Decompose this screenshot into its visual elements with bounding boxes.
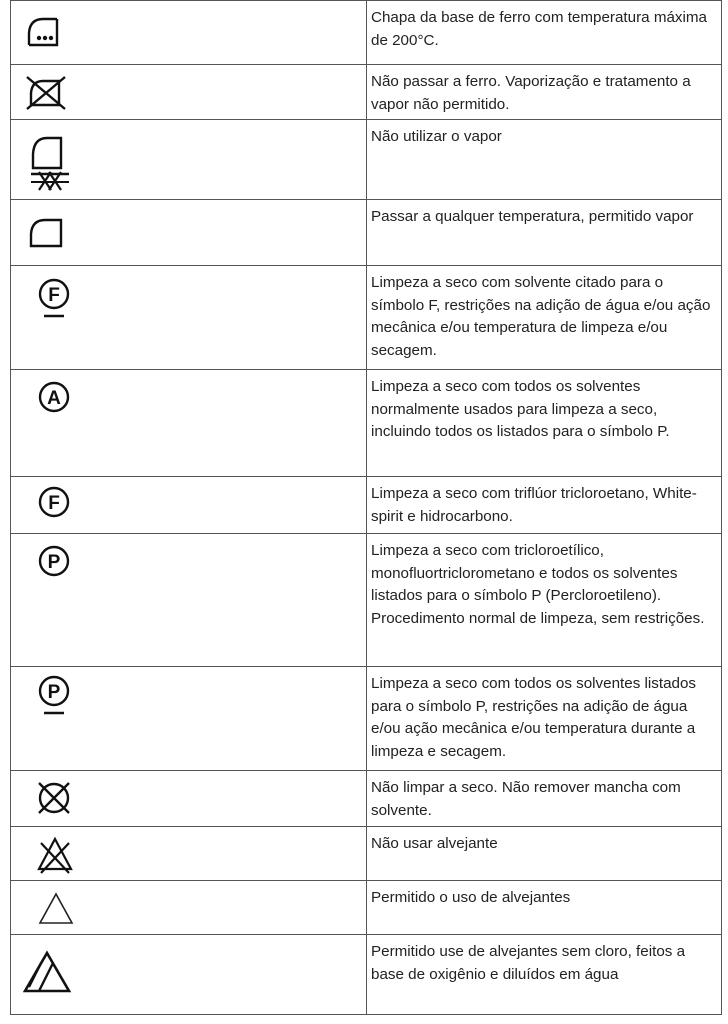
description-cell: Não utilizar o vapor (367, 120, 722, 200)
dry-clean-f-icon (35, 483, 73, 521)
symbol-cell (11, 65, 367, 120)
svg-text:F: F (48, 285, 60, 306)
description-cell: Permitido use de alvejantes sem cloro, feitos a base de oxigênio e diluídos em água (367, 935, 722, 1015)
symbol-cell (11, 534, 367, 667)
symbol-cell (11, 771, 367, 827)
table-row (11, 667, 722, 771)
symbol-cell (11, 370, 367, 477)
symbol-cell (11, 1, 367, 65)
svg-text:A: A (47, 388, 61, 409)
symbol-cell (11, 667, 367, 771)
no-steam-icon (25, 132, 75, 194)
svg-text:F: F (48, 493, 60, 514)
table-row (11, 200, 722, 266)
non-chlorine-bleach-icon (23, 949, 75, 995)
table-row (11, 935, 722, 1015)
table-row (11, 827, 722, 881)
symbol-cell (11, 935, 367, 1015)
symbol-cell (11, 881, 367, 935)
description-cell: Permitido o uso de alvejantes (367, 881, 722, 935)
table-row (11, 534, 722, 667)
no-bleach-icon (35, 835, 75, 875)
table-row (11, 266, 722, 370)
table-row (11, 881, 722, 935)
table-row (11, 120, 722, 200)
bleach-icon (37, 891, 75, 927)
description-cell: Limpeza a seco com solvente citado para o símbolo F, restrições na adição de água e/ou ação mecânica e/ou temperatura de limpeza e/ou secagem. (367, 266, 722, 370)
dry-clean-a-icon (35, 378, 73, 416)
table-row (11, 370, 722, 477)
table-row (11, 65, 722, 120)
table-row (11, 1, 722, 65)
iron-icon (25, 212, 69, 252)
symbol-cell (11, 266, 367, 370)
symbol-cell (11, 200, 367, 266)
table-row (11, 771, 722, 827)
description-cell: Não usar alvejante (367, 827, 722, 881)
care-symbols-table (10, 0, 722, 1015)
table-row (11, 477, 722, 534)
dry-clean-p-icon (35, 542, 73, 580)
no-dry-clean-icon (33, 777, 75, 819)
description-cell: Limpeza a seco com triflúor tricloroetano, White-spirit e hidrocarbono. (367, 477, 722, 534)
description-cell: Passar a qualquer temperatura, permitido vapor (367, 200, 722, 266)
description-cell: Não limpar a seco. Não remover mancha com solvente. (367, 771, 722, 827)
dry-clean-f-gentle-icon (35, 276, 73, 322)
description-cell: Chapa da base de ferro com temperatura máxima de 200°C. (367, 1, 722, 65)
description-cell: Limpeza a seco com tricloroetílico, monofluortriclorometano e todos os solventes listados para o símbolo P (Percloroetileno). Procedimento normal de limpeza, sem restrições. (367, 534, 722, 667)
symbol-cell (11, 477, 367, 534)
svg-text:P: P (47, 682, 61, 703)
svg-text:P: P (47, 552, 61, 573)
description-cell: Limpeza a seco com todos os solventes normalmente usados para limpeza a seco, incluindo todos os listados para o símbolo P. (367, 370, 722, 477)
symbol-cell (11, 827, 367, 881)
no-iron-icon (25, 73, 69, 111)
dry-clean-p-gentle-icon (35, 673, 73, 719)
description-cell: Não passar a ferro. Vaporização e tratamento a vapor não permitido. (367, 65, 722, 120)
iron-dots-icon (25, 11, 65, 49)
description-cell: Limpeza a seco com todos os solventes listados para o símbolo P, restrições na adição de água e/ou ação mecânica e/ou temperatura durante a limpeza e secagem. (367, 667, 722, 771)
symbol-cell (11, 120, 367, 200)
